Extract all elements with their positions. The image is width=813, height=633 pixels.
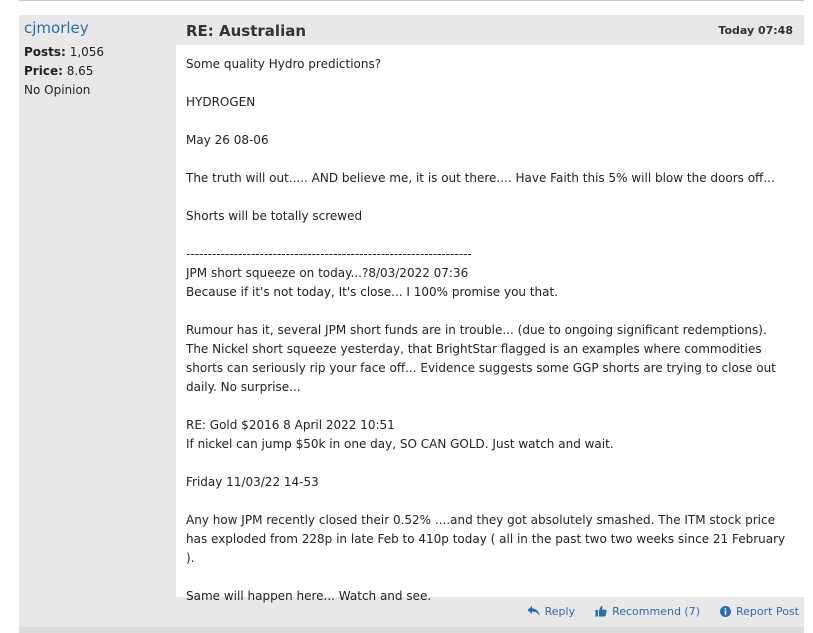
reply-arrow-icon	[527, 605, 540, 617]
post-paragraph: Shorts will be totally screwed	[186, 209, 363, 223]
posts-value: 1,056	[69, 45, 105, 59]
report-post-label: Report Post	[736, 604, 799, 618]
post-paragraph: HYDROGEN	[186, 95, 256, 109]
posts-label: Posts:	[24, 45, 66, 59]
post-paragraph: Any how JPM recently closed their 0.52% ....and they got absolutely smashed. The ITM stock price has exploded from 228p in late Feb to 410p today ( all in the past two two weeks since 21 February ).	[186, 513, 789, 565]
thumbs-up-icon	[595, 605, 607, 617]
top-divider	[19, 0, 804, 1]
price-value: 8.65	[66, 64, 94, 78]
author-posts	[24, 43, 174, 62]
author-opinion: No Opinion	[24, 83, 91, 97]
price-label: Price:	[24, 64, 63, 78]
author-panel	[24, 19, 174, 100]
recommend-button[interactable]	[595, 605, 700, 618]
post-paragraph: Some quality Hydro predictions?	[186, 57, 382, 71]
post-paragraph: Same will happen here... Watch and see.	[186, 589, 432, 603]
post-actions	[507, 601, 799, 621]
reply-button[interactable]	[527, 605, 575, 618]
info-icon	[720, 606, 731, 617]
reply-label: Reply	[544, 604, 576, 618]
post-paragraph: The truth will out..... AND believe me, it is out there.... Have Faith this 5% will blow the doors off...	[186, 171, 775, 185]
post-title: RE: Australian	[186, 22, 307, 40]
report-post-button[interactable]	[720, 605, 799, 618]
post-paragraph: Friday 11/03/22 14-53	[186, 475, 319, 489]
post-paragraph: ------------------------------------------------------------------ JPM short squeeze on today...?8/03/2022 07:36 Because if it's not today, It's close... I 100% promise you that.	[186, 247, 559, 299]
recommend-label: Recommend (7)	[612, 604, 701, 618]
author-name-link[interactable]: cjmorley	[24, 19, 89, 37]
forum-post	[19, 15, 804, 627]
post-paragraph: Rumour has it, several JPM short funds are in trouble... (due to ongoing significant redemptions). The Nickel short squeeze yesterday, that BrightStar flagged is an examples where commodities shorts can seriously rip your face off... Evidence suggests some GGP shorts are trying to close out daily. No surprise...	[186, 323, 776, 394]
post-timestamp: Today 07:48	[718, 24, 793, 37]
post-header	[176, 15, 804, 45]
post-body	[176, 45, 804, 603]
post-paragraph: May 26 08-06	[186, 133, 269, 147]
post-paragraph: RE: Gold $2016 8 April 2022 10:51 If nickel can jump $50k in one day, SO CAN GOLD. Just watch and wait.	[186, 418, 614, 451]
author-price	[24, 62, 174, 81]
next-post-edge	[19, 627, 804, 633]
